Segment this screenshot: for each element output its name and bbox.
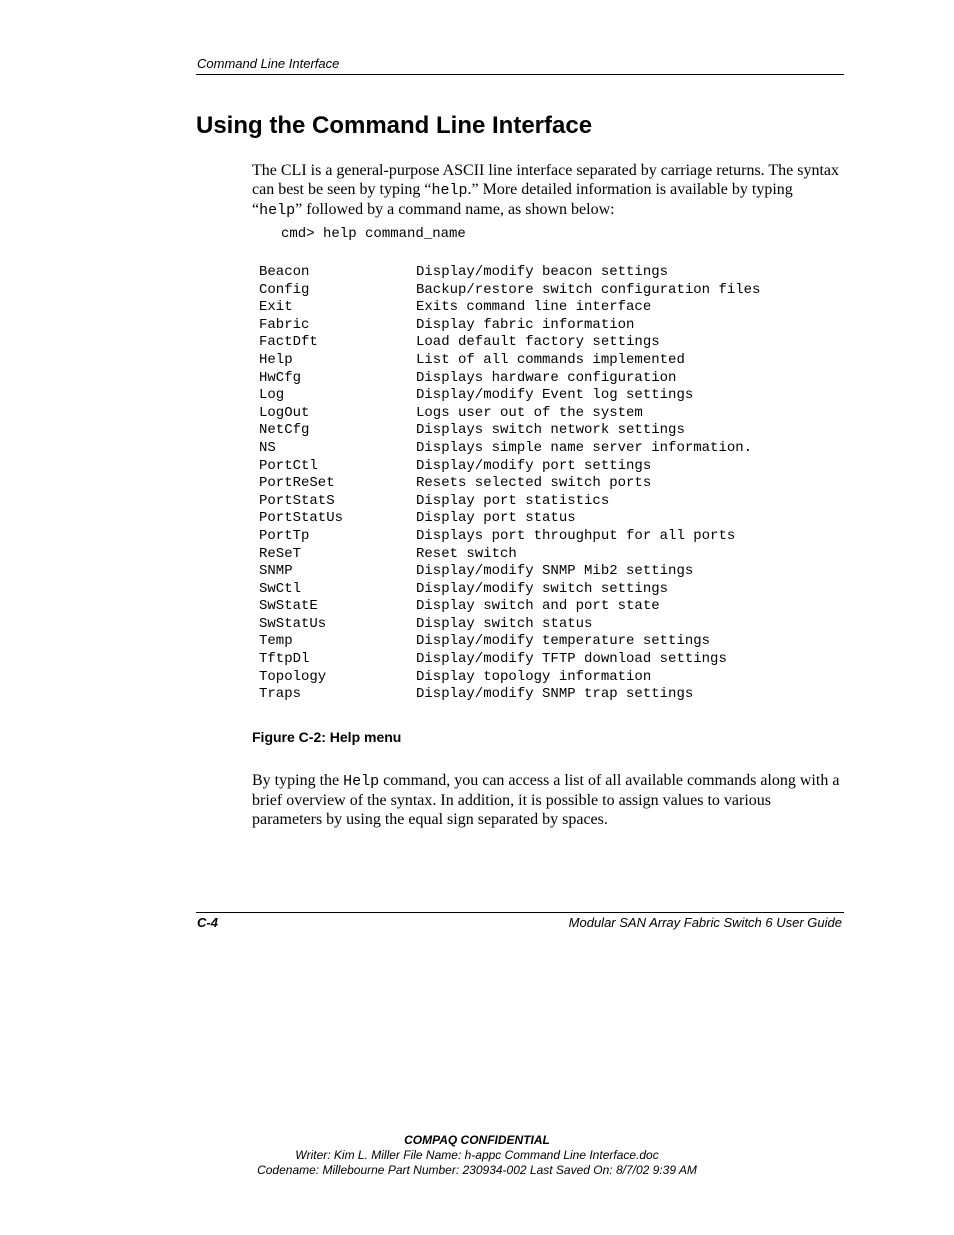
command-description: Display/modify port settings	[416, 457, 652, 474]
intro-text-2: .” More detailed information is available by typing “	[252, 181, 793, 218]
command-name: Topology	[259, 668, 327, 685]
command-description: Display topology information	[416, 668, 652, 685]
command-row	[259, 686, 760, 704]
command-row	[259, 352, 760, 370]
command-description: Displays hardware configuration	[416, 369, 677, 386]
command-name: TftpDl	[259, 651, 310, 668]
command-description: Reset switch	[416, 545, 517, 562]
command-row	[259, 510, 760, 528]
command-row	[259, 651, 760, 669]
page-number: C-4	[197, 915, 218, 930]
command-description: Exits command line interface	[416, 299, 652, 316]
command-description: Display/modify switch settings	[416, 580, 669, 597]
command-name: Help	[259, 351, 293, 368]
help-code-inline: help	[431, 182, 468, 199]
command-description: Display/modify temperature settings	[416, 633, 711, 650]
command-row	[259, 317, 760, 335]
command-description: Display/modify Event log settings	[416, 387, 694, 404]
command-row	[259, 598, 760, 616]
command-name: Temp	[259, 633, 293, 650]
command-description: Displays simple name server information.	[416, 439, 753, 456]
command-row	[259, 422, 760, 440]
command-name: Config	[259, 281, 310, 298]
book-title: Modular SAN Array Fabric Switch 6 User Guide	[568, 915, 842, 930]
command-name: Log	[259, 387, 285, 404]
help-code-inline: help	[259, 202, 296, 219]
command-row	[259, 334, 760, 352]
help-menu-listing	[259, 264, 760, 704]
command-row	[259, 528, 760, 546]
command-name: PortReSet	[259, 475, 335, 492]
command-name: FactDft	[259, 334, 318, 351]
header-rule	[196, 74, 844, 75]
command-description: Backup/restore switch configuration files	[416, 281, 761, 298]
command-description: Logs user out of the system	[416, 404, 643, 421]
confidential-codename-line: Codename: Millebourne Part Number: 230934-002 Last Saved On: 8/7/02 9:39 AM	[257, 1163, 697, 1177]
command-row	[259, 458, 760, 476]
command-name: PortStatUs	[259, 510, 344, 527]
intro-text-1: The CLI is a general-purpose ASCII line interface separated by carriage returns. The syntax can best be seen by typing “	[252, 162, 840, 198]
command-description: Displays switch network settings	[416, 422, 685, 439]
command-description: List of all commands implemented	[416, 351, 685, 368]
closing-text-2: command, you can access a list of all available commands along with a brief overview of the syntax. In addition, it is possible to assign values to various parameters by using the equal sign separated by spaces.	[252, 772, 840, 828]
command-description: Display port status	[416, 510, 576, 527]
closing-text-1: By typing the	[252, 772, 344, 789]
command-description: Display/modify SNMP Mib2 settings	[416, 563, 694, 580]
command-name: PortCtl	[259, 457, 318, 474]
command-description: Display/modify SNMP trap settings	[416, 686, 694, 703]
intro-text-3: ” followed by a command name, as shown below:	[295, 201, 615, 218]
command-name: SwStatUs	[259, 615, 327, 632]
command-row	[259, 440, 760, 458]
footer-rule	[196, 912, 844, 913]
command-name: NetCfg	[259, 422, 310, 439]
confidential-writer-line: Writer: Kim L. Miller File Name: h-appc Command Line Interface.doc	[295, 1148, 659, 1162]
command-row	[259, 581, 760, 599]
confidential-title: COMPAQ CONFIDENTIAL	[404, 1133, 550, 1147]
command-description: Display port statistics	[416, 492, 610, 509]
intro-paragraph	[252, 161, 844, 220]
command-row	[259, 633, 760, 651]
running-header: Command Line Interface	[197, 56, 340, 71]
command-name: Beacon	[259, 264, 310, 280]
command-name: Fabric	[259, 316, 310, 333]
section-heading: Using the Command Line Interface	[196, 112, 593, 139]
command-name: Traps	[259, 686, 302, 703]
command-row	[259, 264, 760, 282]
command-row	[259, 405, 760, 423]
command-name: PortStatS	[259, 492, 335, 509]
command-name: PortTp	[259, 527, 310, 544]
command-description: Display/modify beacon settings	[416, 264, 669, 280]
command-description: Display switch and port state	[416, 598, 660, 615]
command-name: HwCfg	[259, 369, 302, 386]
command-row	[259, 299, 760, 317]
command-description: Load default factory settings	[416, 334, 660, 351]
command-description: Display/modify TFTP download settings	[416, 651, 727, 668]
command-row	[259, 669, 760, 687]
command-name: SwStatE	[259, 598, 318, 615]
command-example: cmd> help command_name	[281, 226, 466, 242]
command-row	[259, 563, 760, 581]
help-code-inline: Help	[343, 773, 380, 790]
command-description: Display fabric information	[416, 316, 635, 333]
command-row	[259, 493, 760, 511]
command-name: SwCtl	[259, 580, 302, 597]
command-description: Displays port throughput for all ports	[416, 527, 736, 544]
command-row	[259, 475, 760, 493]
command-row	[259, 387, 760, 405]
command-name: Exit	[259, 299, 293, 316]
command-row	[259, 546, 760, 564]
command-name: LogOut	[259, 404, 310, 421]
command-name: NS	[259, 439, 276, 456]
command-name: SNMP	[259, 563, 293, 580]
command-description: Resets selected switch ports	[416, 475, 652, 492]
command-row	[259, 370, 760, 388]
command-row	[259, 282, 760, 300]
closing-paragraph	[252, 771, 844, 829]
confidential-block	[0, 1133, 954, 1178]
command-name: ReSeT	[259, 545, 302, 562]
command-description: Display switch status	[416, 615, 593, 632]
figure-caption: Figure C-2: Help menu	[252, 729, 402, 745]
command-row	[259, 616, 760, 634]
